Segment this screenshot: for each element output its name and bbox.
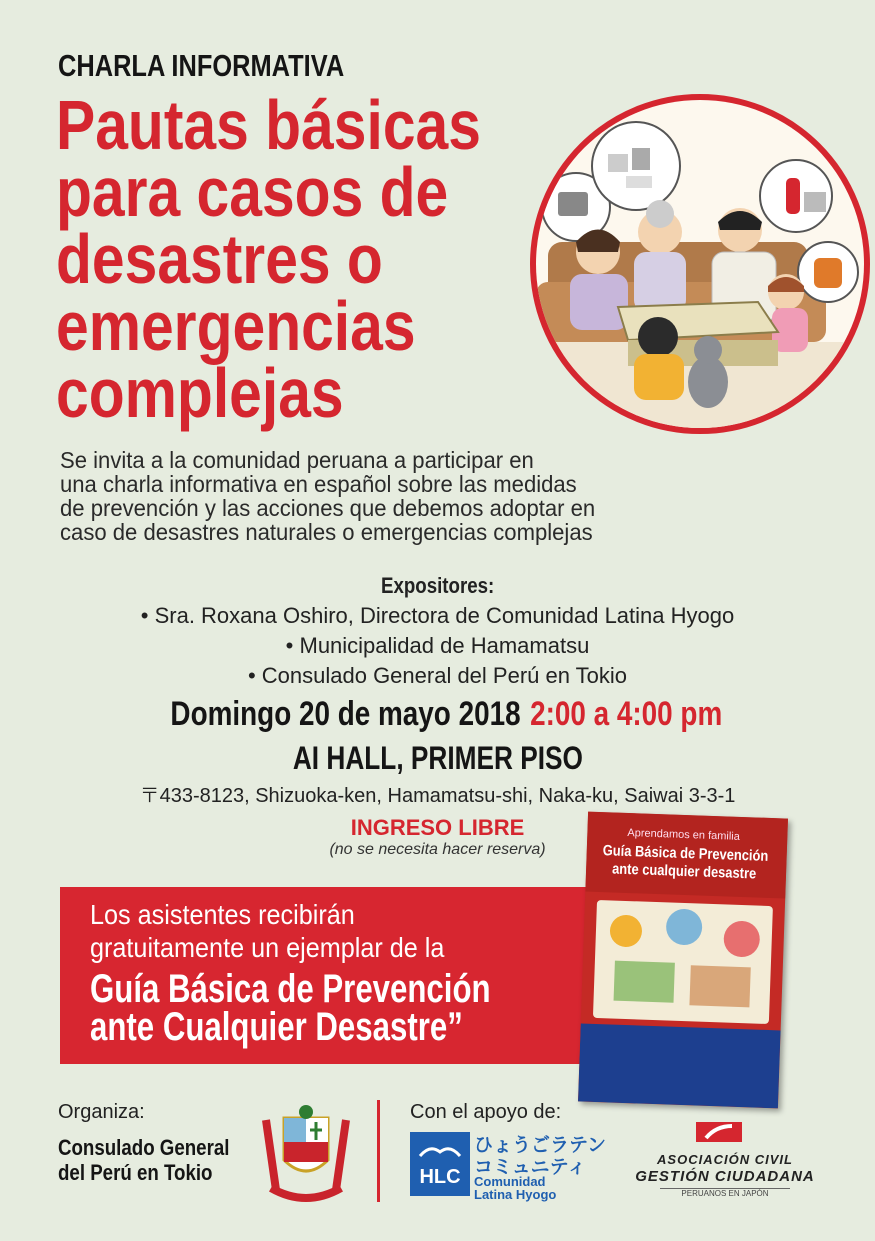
hlc-jp-name: コミュニティ (474, 1157, 587, 1178)
speaker-item: • Municipalidad de Hamamatsu (285, 633, 590, 658)
page-title (56, 86, 493, 432)
organizer-name-line: Consulado General (58, 1135, 230, 1160)
guide-cover-subtitle: Aprendamos en familia (627, 826, 741, 843)
title-line: Pautas básicas (56, 86, 481, 164)
gestion-ciudadana-logo (630, 1118, 820, 1198)
support-label: Con el apoyo de: (410, 1101, 562, 1123)
title-line: para casos de (56, 153, 449, 231)
agc-tagline: PERUANOS EN JAPÓN (660, 1188, 790, 1198)
japan-map-icon (692, 1118, 746, 1146)
intro-line: de prevención y las acciones que debemos adoptar en (60, 495, 596, 521)
hlc-abbr: HLC (419, 1166, 461, 1188)
footer-divider (377, 1100, 380, 1202)
organizer-name (58, 1135, 229, 1185)
agc-name-line: GESTIÓN CIUDADANA (635, 1168, 815, 1185)
event-kicker: CHARLA INFORMATIVA (58, 48, 345, 83)
handshake-icon (418, 1140, 462, 1162)
entry-note: (no se necesita hacer reserva) (329, 841, 546, 858)
speakers-heading: Expositores: (380, 573, 495, 598)
event-address: 〒433-8123, Shizuoka-ken, Hamamatsu-shi, Naka-ku, Saiwai 3-3-1 (139, 785, 736, 807)
free-entry-label: INGRESO LIBRE (350, 815, 525, 840)
hlc-logo (410, 1132, 607, 1202)
hlc-jp-name: ひょうごラテン (474, 1135, 607, 1156)
intro-line: una charla informativa en español sobre las medidas (60, 471, 577, 497)
guide-cover-image (578, 812, 788, 1109)
banner-guide-title: Guía Básica de Prevención (90, 967, 491, 1011)
hlc-en-name: Latina Hyogo (474, 1187, 557, 1202)
title-line: emergencias (56, 287, 416, 365)
hlc-logo-mark (410, 1132, 470, 1196)
title-line: complejas (56, 354, 344, 432)
intro-line: caso de desastres naturales o emergencias complejas (60, 519, 593, 545)
organizer-label: Organiza: (58, 1101, 145, 1123)
speaker-item: • Sra. Roxana Oshiro, Directora de Comunidad Latina Hyogo (140, 603, 735, 628)
agc-name-line: ASOCIACIÓN CIVIL (657, 1152, 793, 1167)
guide-cover-title: ante cualquier desastre (611, 860, 757, 883)
giveaway-banner (60, 887, 660, 1064)
intro-line: Se invita a la comunidad peruana a participar en (60, 447, 534, 473)
peru-coat-of-arms-icon (256, 1100, 356, 1210)
title-line: desastres o (56, 220, 383, 298)
event-date: Domingo 20 de mayo 2018 (170, 695, 521, 733)
guide-cover-title: Guía Básica de Prevención (602, 842, 769, 865)
family-meeting-illustration (528, 92, 873, 437)
banner-line: Los asistentes recibirán (90, 899, 355, 930)
event-venue (0, 740, 875, 777)
event-time: 2:00 a 4:00 pm (529, 695, 722, 733)
venue-text: AI HALL, PRIMER PISO (292, 740, 583, 776)
intro-paragraph (60, 448, 700, 544)
event-date-line (0, 695, 875, 734)
hlc-en-name: Comunidad (474, 1174, 546, 1189)
banner-line: gratuitamente un ejemplar de la (90, 932, 445, 963)
banner-guide-title: ante Cualquier Desastre” (90, 1005, 463, 1049)
speaker-item: • Consulado General del Perú en Tokio (247, 663, 628, 688)
speakers-section (0, 571, 875, 691)
guide-cover-illustration (593, 900, 773, 1024)
organizer-name-line: del Perú en Tokio (58, 1160, 213, 1185)
